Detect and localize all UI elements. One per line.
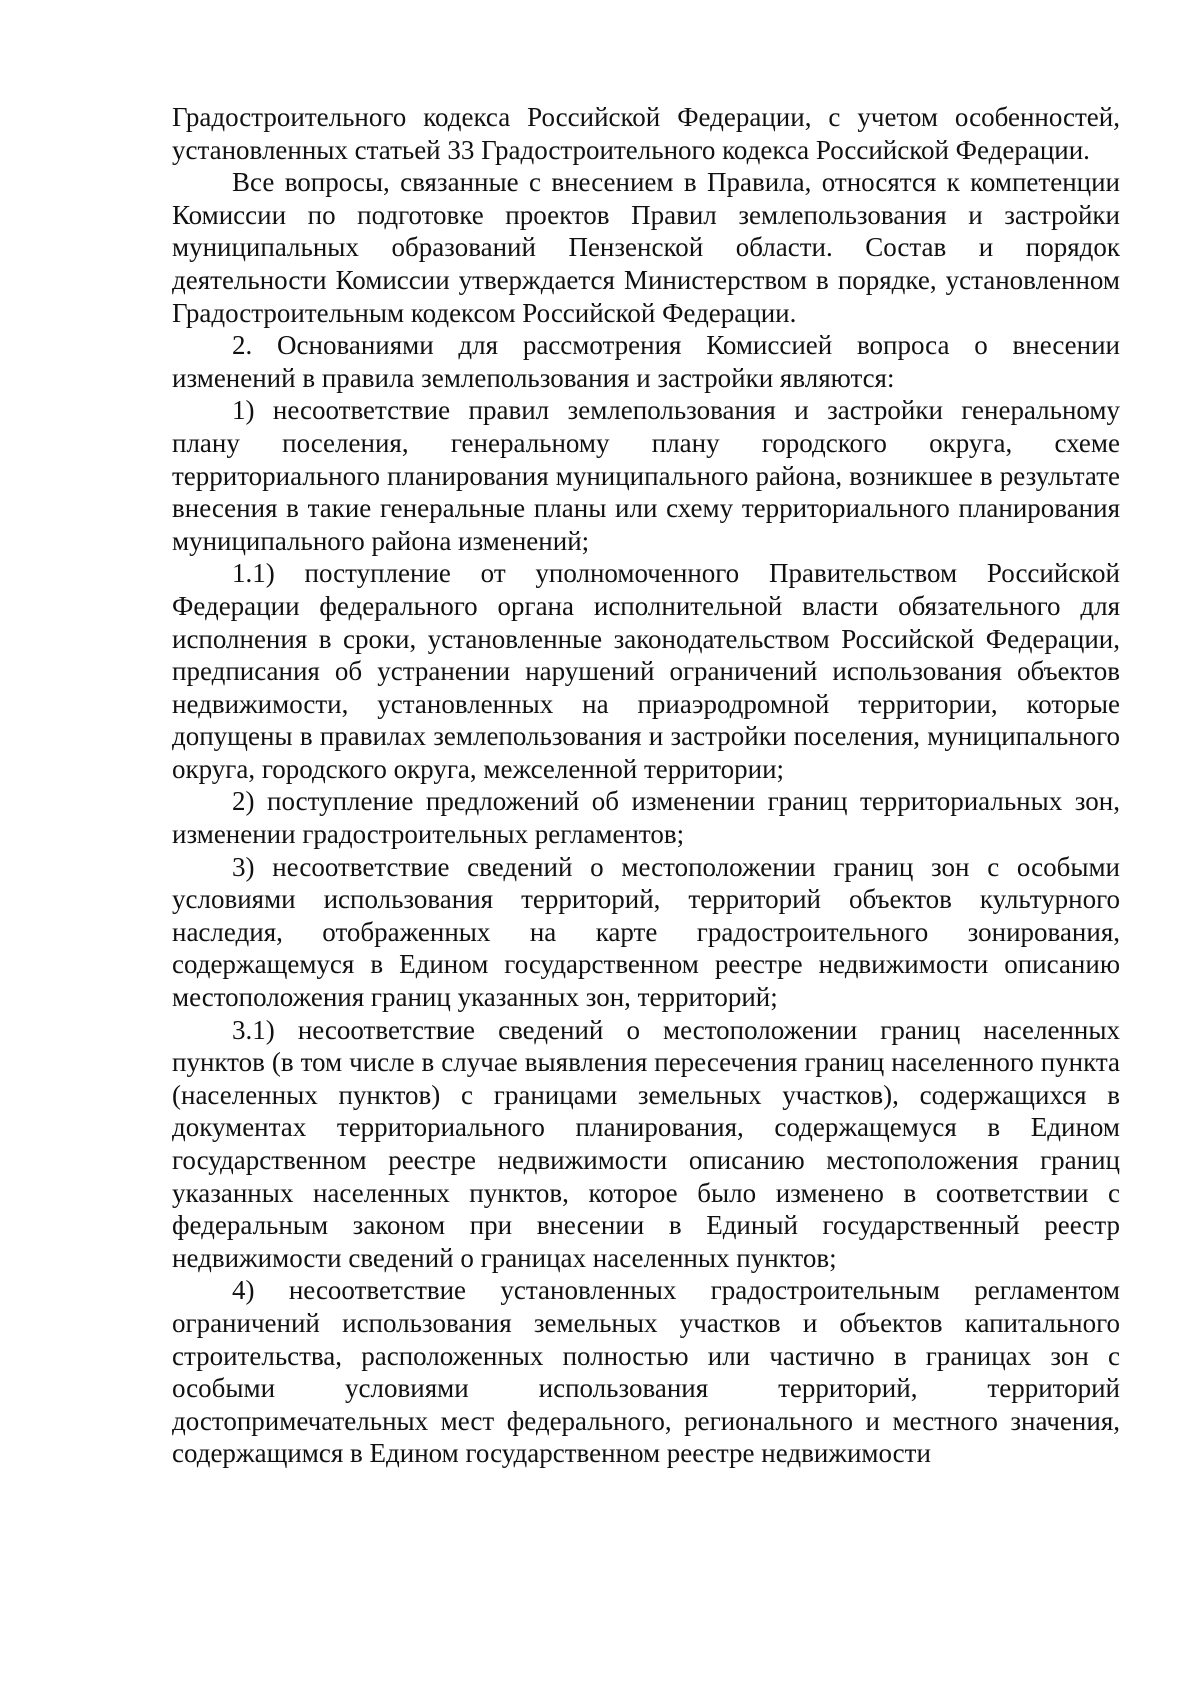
paragraph-item-2: 2) поступление предложений об изменении границ территориальных зон, изменении градостроительных регламентов; (172, 786, 1120, 850)
paragraph-item-1: 1) несоответствие правил землепользования и застройки генеральному плану поселения, генеральному плану городского округа, схеме территориального планирования муниципального района, возникшее в результате внесения в такие генеральные планы или схему территориального планирования муниципального района изменений; (172, 395, 1120, 556)
paragraph-commission-competence: Все вопросы, связанные с внесением в Правила, относятся к компетенции Комиссии по подготовке проектов Правил землепользования и застройки муниципальных образований Пензенской области. Состав и порядок деятельности Комиссии утверждается Министерством в порядке, установленном Градостроительным кодексом Российской Федерации. (172, 167, 1120, 328)
paragraph-item-3: 3) несоответствие сведений о местоположении границ зон с особыми условиями использования территорий, территорий объектов культурного наследия, отображенных на карте градостроительного зонирования, содержащемуся в Едином государственном реестре недвижимости описанию местоположения границ указанных зон, территорий; (172, 851, 1120, 1013)
paragraph-continuation: Градостроительного кодекса Российской Федерации, с учетом особенностей, установленных статьей 33 Градостроительного кодекса Российской Федерации. (172, 102, 1120, 165)
paragraph-grounds-heading: 2. Основаниями для рассмотрения Комиссией вопроса о внесении изменений в правила землепользования и застройки являются: (172, 330, 1120, 393)
paragraph-item-1-1: 1.1) поступление от уполномоченного Правительством Российской Федерации федерального органа исполнительной власти обязательного для исполнения в сроки, установленные законодательством Российской Федерации, предписания об устранении нарушений ограничений использования объектов недвижимости, установленных на приаэродромной территории, которые допущены в правилах землепользования и застройки поселения, муниципального округа, городского округа, межселенной территории; (172, 558, 1120, 784)
paragraph-item-4: 4) несоответствие установленных градостроительным регламентом ограничений использования земельных участков и объектов капитального строительства, расположенных полностью или частично в границах зон с особыми условиями использования территорий, территорий достопримечательных мест федерального, регионального и местного значения, содержащимся в Едином государственном реестре недвижимости (172, 1275, 1120, 1469)
document-page (172, 101, 1120, 1470)
paragraph-item-3-1: 3.1) несоответствие сведений о местоположении границ населенных пунктов (в том числе в случае выявления пересечения границ населенного пункта (населенных пунктов) с границами земельных участков), содержащихся в документах территориального планирования, содержащемуся в Едином государственном реестре недвижимости описанию местоположения границ указанных населенных пунктов, которое было изменено в соответствии с федеральным законом при внесении в Единый государственный реестр недвижимости сведений о границах населенных пунктов; (172, 1014, 1120, 1273)
